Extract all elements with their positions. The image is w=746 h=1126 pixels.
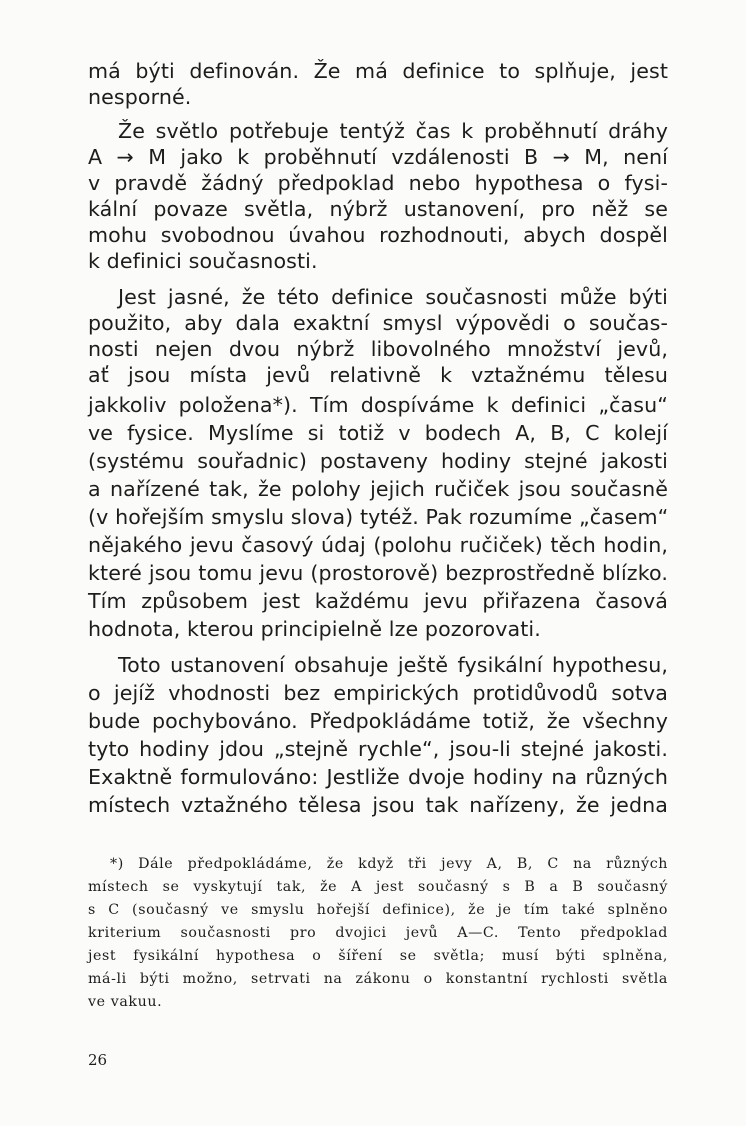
footnote-line: jest fysikální hypothesa o šíření se světla; musí býti splněna, bbox=[88, 948, 668, 964]
body-line: použito, aby dala exaktní smysl výpovědi o součas- bbox=[88, 311, 668, 335]
body-line: nějakého jevu časový údaj (polohu ručiček) těch hodin, bbox=[88, 533, 668, 557]
footnote-line: s C (současný ve smyslu hořejší definice), že je tím také splněno bbox=[88, 902, 668, 918]
body-line: mohu svobodnou úvahou rozhodnouti, abych dospěl bbox=[88, 223, 668, 247]
body-line: tyto hodiny jdou „stejně rychle“, jsou-li stejné jakosti. bbox=[88, 737, 668, 761]
body-line: ve fysice. Myslíme si totiž v bodech A, B, C kolejí bbox=[88, 421, 668, 445]
body-line: jakkoliv položena*). Tím dospíváme k definici „času“ bbox=[88, 393, 668, 417]
body-line: a nařízené tak, že polohy jejich ručiček jsou současně bbox=[88, 477, 668, 501]
body-line: místech vztažného tělesa jsou tak nařízeny, že jedna bbox=[88, 793, 668, 817]
footnote-line: ve vakuu. bbox=[88, 994, 163, 1010]
footnote-line: má-li býti možno, setrvati na zákonu o konstantní rychlosti světla bbox=[88, 971, 668, 987]
body-line: Exaktně formulováno: Jestliže dvoje hodiny na různých bbox=[88, 765, 668, 789]
body-line: Jest jasné, že této definice současnosti může býti bbox=[118, 285, 668, 309]
body-line: Tím způsobem jest každému jevu přiřazena časová bbox=[88, 589, 668, 613]
footnote-line: *) Dále předpokládáme, že když tři jevy A, B, C na různých bbox=[110, 856, 668, 872]
body-line: A → M jako k proběhnutí vzdálenosti B → M, není bbox=[88, 145, 668, 169]
body-line: v pravdě žádný předpoklad nebo hypothesa o fysi- bbox=[88, 171, 668, 195]
body-line: bude pochybováno. Předpokládáme totiž, že všechny bbox=[88, 709, 668, 733]
body-line: Toto ustanovení obsahuje ještě fysikální hypothesu, bbox=[118, 653, 668, 677]
body-line: nosti nejen dvou nýbrž libovolného množství jevů, bbox=[88, 337, 668, 361]
body-line: nesporné. bbox=[88, 85, 192, 109]
footnote-line: kriterium současnosti pro dvojici jevů A—C. Tento předpoklad bbox=[88, 925, 668, 941]
body-line: o jejíž vhodnosti bez empirických protidůvodů sotva bbox=[88, 681, 668, 705]
body-line: Že světlo potřebuje tentýž čas k proběhnutí dráhy bbox=[118, 119, 668, 143]
body-line: (v hořejším smyslu slova) tytéž. Pak rozumíme „časem“ bbox=[88, 505, 669, 529]
body-line: má býti definován. Že má definice to splňuje, jest bbox=[88, 59, 668, 83]
page-number: 26 bbox=[88, 1051, 108, 1069]
body-line: kální povaze světla, nýbrž ustanovení, pro něž se bbox=[88, 197, 668, 221]
body-line: hodnota, kterou principielně lze pozorovati. bbox=[88, 617, 541, 641]
footnote-line: místech se vyskytují tak, že A jest současný s B a B současný bbox=[88, 879, 668, 895]
body-line: ať jsou místa jevů relativně k vztažnému tělesu bbox=[88, 363, 668, 387]
body-line: (systému souřadnic) postaveny hodiny stejné jakosti bbox=[88, 449, 668, 473]
body-line: které jsou tomu jevu (prostorově) bezprostředně blízko. bbox=[88, 561, 668, 585]
body-line: k definici současnosti. bbox=[88, 249, 318, 273]
